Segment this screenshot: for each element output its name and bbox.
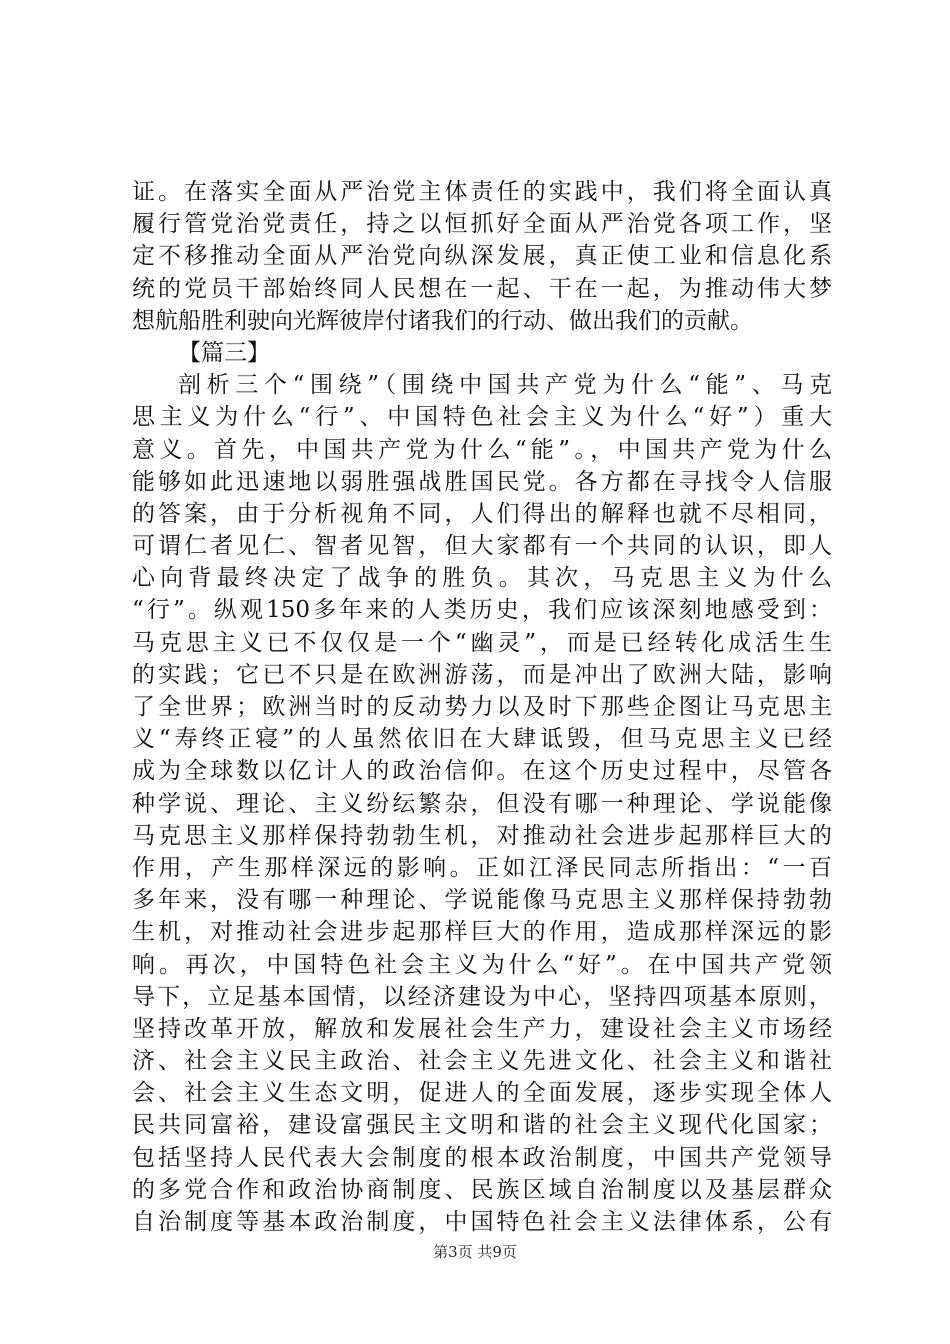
text-line: 义“寿终正寝”的人虽然依旧在大肆诋毁，但马克思主义已经 [132,726,832,753]
text-line: “行”。纵观150多年来的人类历史，我们应该深刻地感受到： [132,597,832,624]
text-line: 的多党合作和政治协商制度、民族区域自治制度以及基层群众 [132,1176,832,1203]
text-line: 导下，立足基本国情，以经济建设为中心，坚持四项基本原则， [132,983,832,1010]
section-heading: 【篇三】 [178,339,270,366]
text-line: 想航船胜利驶向光辉彼岸付诸我们的行动、做出我们的贡献。 [132,307,753,334]
text-line: 可谓仁者见仁、智者见智，但大家都有一个共同的认识，即人 [132,533,832,560]
text-line: 意义。首先，中国共产党为什么“能”。，中国共产党为什么 [132,436,832,463]
text-line: 统的党员干部始终同人民想在一起、干在一起，为推动伟大梦 [132,275,832,302]
text-line: 定不移推动全面从严治党向纵深发展，真正使工业和信息化系 [132,243,832,270]
text-line: 成为全球数以亿计人的政治信仰。在这个历史过程中，尽管各 [132,758,832,785]
text-line: 自治制度等基本政治制度，中国特色社会主义法律体系，公有 [132,1209,832,1235]
text-line: 会、社会主义生态文明，促进人的全面发展，逐步实现全体人 [132,1080,832,1107]
text-line: 心向背最终决定了战争的胜负。其次，马克思主义为什么 [132,565,832,592]
text-line: 马克思主义已不仅仅是一个“幽灵”，而是已经转化成活生生 [132,629,832,656]
text-line: 思主义为什么“行”、中国特色社会主义为什么“好”）重大 [132,404,832,431]
text-line: 履行管党治党责任，持之以恒抓好全面从严治党各项工作，坚 [132,211,832,238]
text-line: 了全世界；欧洲当时的反动势力以及时下那些企图让马克思主 [132,694,832,720]
text-line: 多年来，没有哪一种理论、学说能像马克思主义那样保持勃勃 [132,887,832,914]
text-line: 种学说、理论、主义纷纭繁杂，但没有哪一种理论、学说能像 [132,790,832,817]
text-line: 作用，产生那样深远的影响。正如江泽民同志所指出：“一百 [132,854,832,881]
text-line: 证。在落实全面从严治党主体责任的实践中，我们将全面认真 [132,179,832,205]
text-line: 包括坚持人民代表大会制度的根本政治制度，中国共产党领导 [132,1144,832,1171]
page-footer: 第3页 共9页 [433,1243,517,1261]
text-line: 剖析三个“围绕”（围绕中国共产党为什么“能”、马克 [178,372,832,399]
text-line: 民共同富裕，建设富强民主文明和谐的社会主义现代化国家； [132,1112,832,1139]
text-line: 济、社会主义民主政治、社会主义先进文化、社会主义和谐社 [132,1048,832,1075]
body-text [132,176,832,1238]
text-line: 的答案，由于分析视角不同，人们得出的解释也就不尽相同， [132,500,832,527]
text-line: 的实践；它已不只是在欧洲游荡，而是冲出了欧洲大陆，影响 [132,661,832,688]
text-line: 响。再次，中国特色社会主义为什么“好”。在中国共产党领 [132,951,832,978]
text-line: 马克思主义那样保持勃勃生机，对推动社会进步起那样巨大的 [132,822,832,849]
text-line: 生机，对推动社会进步起那样巨大的作用，造成那样深远的影 [132,919,832,946]
text-line: 能够如此迅速地以弱胜强战胜国民党。各方都在寻找令人信服 [132,468,832,495]
text-line: 坚持改革开放，解放和发展社会生产力，建设社会主义市场经 [132,1015,832,1042]
